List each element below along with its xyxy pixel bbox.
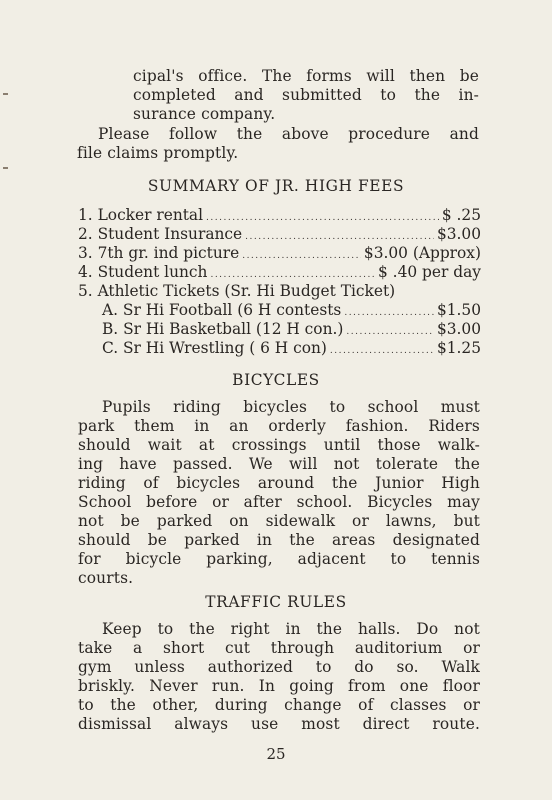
bicycles-line: park them in an orderly fashion. Riders	[78, 417, 480, 435]
fee-value: $3.00 (Approx)	[363, 244, 481, 262]
bicycles-line: Pupils riding bicycles to school must	[102, 398, 480, 416]
bicycles-line: should wait at crossings until those walk-	[78, 436, 480, 454]
fee-label: C. Sr Hi Wrestling ( 6 H con)	[102, 339, 327, 357]
traffic-line: take a short cut through auditorium or	[78, 639, 480, 657]
fee-value: $1.25	[436, 339, 481, 357]
traffic-line: dismissal always use most direct route.	[78, 715, 480, 733]
continuation-line: completed and submitted to the in-	[133, 86, 479, 104]
bicycles-line: should be parked in the areas designated	[78, 531, 480, 549]
bicycles-line: for bicycle parking, adjacent to tennis	[78, 550, 480, 568]
continuation-line: cipal's office. The forms will then be	[133, 67, 479, 85]
margin-mark	[3, 93, 8, 95]
fee-label: B. Sr Hi Basketball (12 H con.)	[102, 320, 344, 338]
bicycles-line: courts.	[78, 569, 134, 587]
traffic-line: Keep to the right in the halls. Do not	[102, 620, 480, 638]
traffic-heading: TRAFFIC RULES	[205, 593, 347, 611]
fee-value: $3.00	[436, 320, 481, 338]
fee-label: 2. Student Insurance	[78, 225, 243, 243]
bicycles-line: riding of bicycles around the Junior High	[78, 474, 480, 492]
continuation-line: surance company.	[133, 105, 276, 123]
fee-label: 5. Athletic Tickets (Sr. Hi Budget Ticket)	[78, 282, 396, 300]
fee-label: 4. Student lunch	[78, 263, 208, 281]
fee-label: 1. Locker rental	[78, 206, 204, 224]
fee-label: A. Sr Hi Football (6 H contests	[102, 301, 342, 319]
bicycles-line: not be parked on sidewalk or lawns, but	[78, 512, 480, 530]
margin-mark	[3, 167, 8, 169]
fee-value: $1.50	[436, 301, 481, 319]
fee-value: $3.00	[436, 225, 481, 243]
fee-row	[78, 282, 481, 301]
fee-value: $ .40 per day	[378, 263, 481, 281]
closing-line: file claims promptly.	[77, 144, 239, 162]
traffic-line: to the other, during change of classes or	[78, 696, 480, 714]
bicycles-heading: BICYCLES	[232, 371, 320, 389]
fee-value: $ .25	[441, 206, 481, 224]
bicycles-line: ing have passed. We will not tolerate the	[78, 455, 480, 473]
fee-label: 3. 7th gr. ind picture	[78, 244, 240, 262]
traffic-line: briskly. Never run. In going from one floor	[78, 677, 480, 695]
bicycles-line: School before or after school. Bicycles may	[78, 493, 480, 511]
fees-heading: SUMMARY OF JR. HIGH FEES	[147, 177, 405, 195]
page-number: 25	[266, 745, 286, 763]
leader-dots	[330, 342, 434, 361]
traffic-line: gym unless authorized to do so. Walk	[78, 658, 480, 676]
closing-line: Please follow the above procedure and	[98, 125, 479, 143]
fee-subrow	[102, 339, 481, 361]
